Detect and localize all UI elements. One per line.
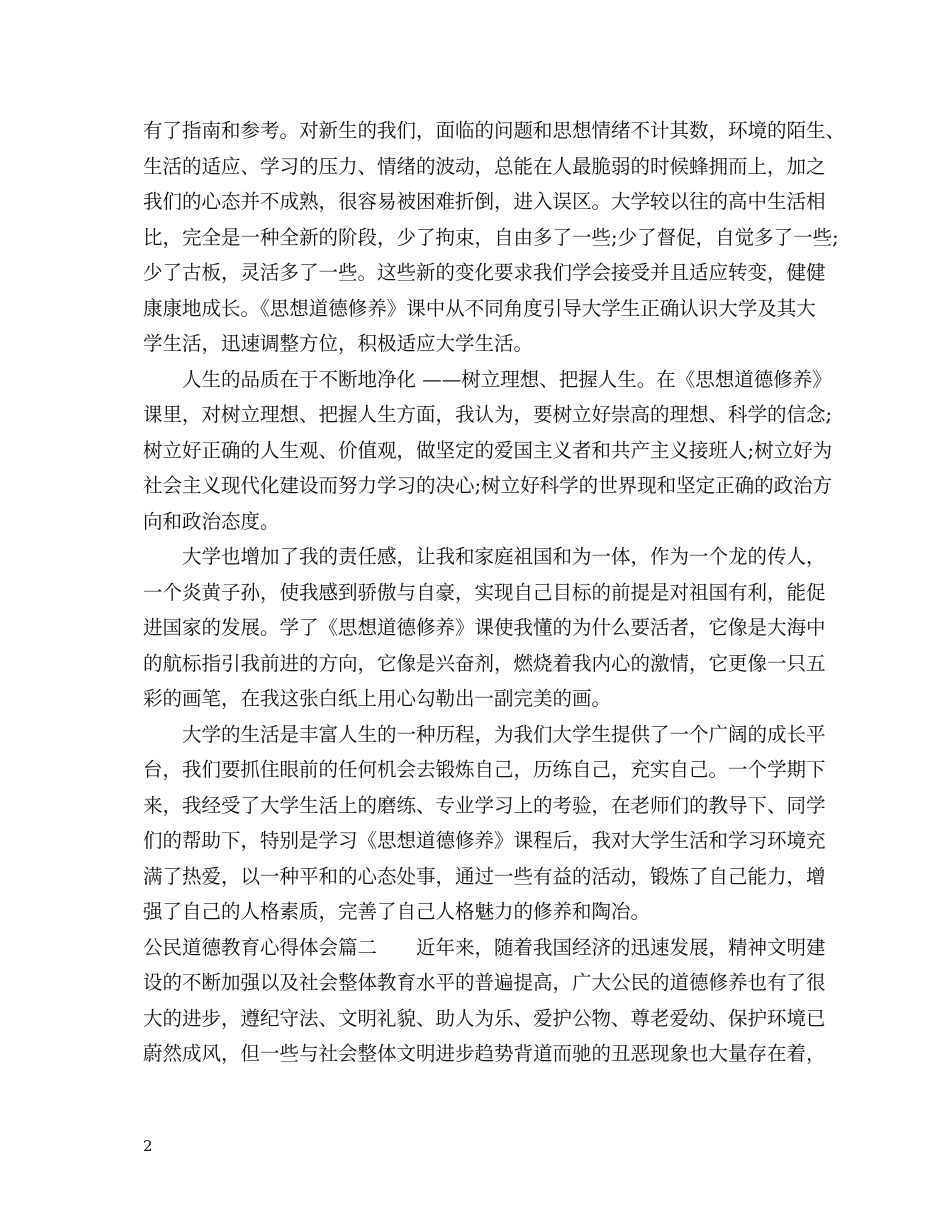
paragraph-line: 进国家的发展。学了《思想道德修养》课使我懂的为什么要活者，它像是大海中 xyxy=(143,616,826,639)
paragraph-line: 生活的适应、学习的压力、情绪的波动，总能在人最脆弱的时候蜂拥而上，加之 xyxy=(143,154,826,178)
paragraph-line: 蔚然成风，但一些与社会整体文明进步趋势背道而驰的丑恶现象也大量存在着， xyxy=(143,1042,826,1065)
paragraph-line: 比，完全是一种全新的阶段，少了拘束，自由多了一些;少了督促，自觉多了一些; xyxy=(143,225,839,249)
paragraph-line: 人生的品质在于不断地净化 ——树立理想、把握人生。在《思想道德修养》 xyxy=(182,367,832,391)
paragraph-line: 公民道德教育心得体会篇二 近年来，随着我国经济的迅速发展，精神文明建 xyxy=(143,935,826,959)
paragraph-line: 学生活，迅速调整方位，积极适应大学生活。 xyxy=(143,332,534,355)
paragraph-5 xyxy=(143,930,826,1072)
paragraph-line: 课里，对树立理想、把握人生方面，我认为，要树立好崇高的理想、科学的信念; xyxy=(143,403,833,426)
paragraph-line: 树立好正确的人生观、价值观，做坚定的爱国主义者和共产主义接班人;树立好为 xyxy=(143,438,833,462)
paragraph-line: 满了热爱，以一种平和的心态处事，通过一些有益的活动，锻炼了自己能力，增 xyxy=(143,864,826,888)
paragraph-line: 向和政治态度。 xyxy=(143,509,280,533)
paragraph-line: 有了指南和参考。对新生的我们，面临的问题和思想情绪不计其数，环境的陌生、 xyxy=(143,119,846,142)
paragraph-line: 康康地成长。《思想道德修养》课中从不同角度引导大学生正确认识大学及其大 xyxy=(143,296,816,320)
paragraph-line: 们的帮助下，特别是学习《思想道德修养》课程后，我对大学生活和学习环境充 xyxy=(143,829,826,852)
paragraph-line: 大的进步，遵纪守法、文明礼貌、助人为乐、爱护公物、尊老爱幼、保护环境已 xyxy=(143,1006,826,1030)
paragraph-line: 少了古板，灵活多了一些。这些新的变化要求我们学会接受并且适应转变，健健 xyxy=(143,261,826,284)
paragraph-line: 来，我经受了大学生活上的磨练、专业学习上的考验，在老师们的教导下、同学 xyxy=(143,793,826,817)
paragraph-line: 大学也增加了我的责任感，让我和家庭祖国和为一体，作为一个龙的传人， xyxy=(182,545,826,568)
paragraph-line: 彩的画笔，在我这张白纸上用心勾勒出一副完美的画。 xyxy=(143,687,612,710)
paragraph-line: 的航标指引我前进的方向，它像是兴奋剂，燃烧着我内心的激情，它更像一只五 xyxy=(143,651,826,675)
paragraph-4 xyxy=(143,717,826,930)
paragraph-line: 强了自己的人格素质，完善了自己人格魅力的修养和陶冶。 xyxy=(143,900,651,923)
paragraph-3 xyxy=(143,539,826,717)
paragraph-line: 台，我们要抓住眼前的任何机会去锻炼自己，历练自己，充实自己。一个学期下 xyxy=(143,758,826,781)
paragraph-line: 大学的生活是丰富人生的一种历程，为我们大学生提供了一个广阔的成长平 xyxy=(182,722,826,746)
paragraph-line: 设的不断加强以及社会整体教育水平的普遍提高，广大公民的道德修养也有了很 xyxy=(143,971,826,994)
body-text xyxy=(143,113,846,1072)
paragraph-line: 我们的心态并不成熟，很容易被困难折倒，进入误区。大学较以往的高中生活相 xyxy=(143,190,826,213)
paragraph-line: 一个炎黄子孙，使我感到骄傲与自豪，实现自己目标的前提是对祖国有利，能促 xyxy=(143,580,826,604)
page-number: 2 xyxy=(143,1137,153,1155)
paragraph-2 xyxy=(143,362,833,540)
paragraph-1 xyxy=(143,113,846,362)
paragraph-line: 社会主义现代化建设而努力学习的决心;树立好科学的世界现和坚定正确的政治方 xyxy=(143,474,833,497)
